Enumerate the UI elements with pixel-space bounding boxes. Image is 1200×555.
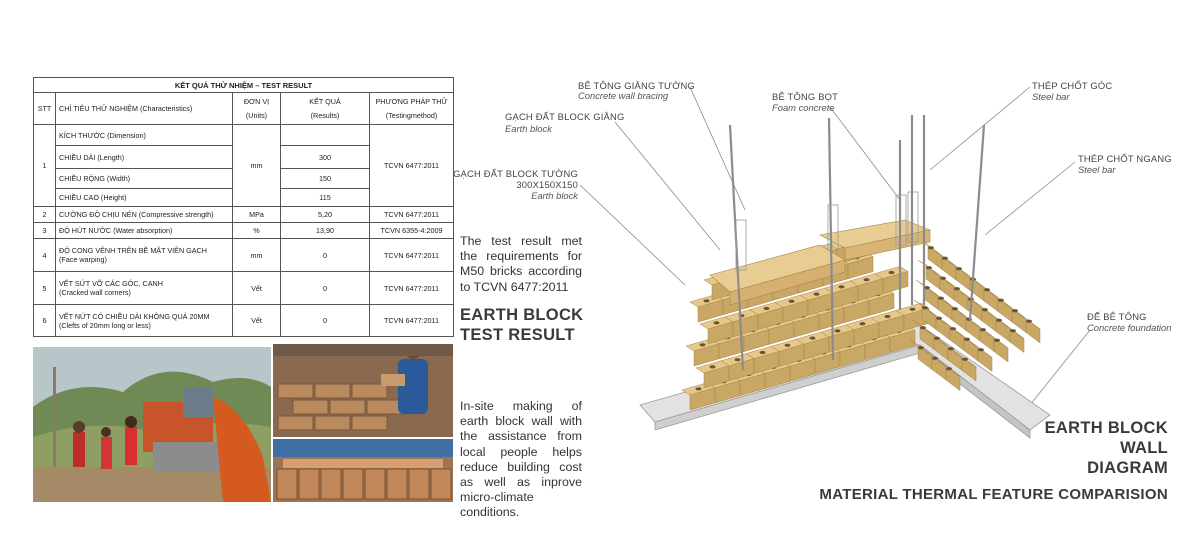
row4-char <box>56 239 233 272</box>
label-foam-vn: BÊ TÔNG BỌT <box>772 91 839 102</box>
row2-method: TCVN 6477:2011 <box>370 207 454 223</box>
label-earth-block-wall-en: Earth block <box>531 190 578 201</box>
row3-char: ĐỘ HÚT NƯỚC (Water absorption) <box>56 223 233 239</box>
row1-length: CHIỀU DÀI (Length) <box>56 146 233 169</box>
wall-heading-line1: EARTH BLOCK <box>1044 419 1168 437</box>
row1-dimension: KÍCH THƯỚC (Dimension) <box>56 125 233 146</box>
label-earth-block-bracing-en: Earth block <box>505 123 552 134</box>
row5-char <box>56 272 233 305</box>
label-earth-block-wall-size: 300X150X150 <box>516 179 578 190</box>
row6-result: 0 <box>281 305 370 337</box>
site-paragraph: In-site making of earth block wall with the assistance from local people helps reduce building cost as well as inprove micro-climate conditions. <box>460 399 582 520</box>
row6-char-en: (Clefts of 20mm long or less) <box>59 320 151 330</box>
earth-block-left <box>690 295 723 322</box>
label-earth-block-wall-vn: GẠCH ĐẤT BLOCK TƯỜNG <box>453 168 578 179</box>
row6-char-vn: VẾT NỨT CÓ CHIỀU DÀI KHÔNG QUÁ 20MM <box>59 311 210 321</box>
row2-char: CƯỜNG ĐỘ CHỊU NÉN (Compressive strength) <box>56 207 233 223</box>
row5-unit: Vết <box>233 272 281 305</box>
row5-method: TCVN 6477:2011 <box>370 272 454 305</box>
row3-stt: 3 <box>34 223 56 239</box>
test-result-paragraph: The test result met the requirements for M50 bricks according to TCVN 6477:2011 <box>460 234 582 294</box>
row5-result: 0 <box>281 272 370 305</box>
row2-result: 5,20 <box>281 207 370 223</box>
label-corner-bar-en: Steel bar <box>1032 91 1070 102</box>
label-foundation-vn: ĐẾ BÊ TÔNG <box>1087 311 1147 322</box>
label-earth-block-bracing-vn: GẠCH ĐẤT BLOCK GIẰNG <box>505 111 625 122</box>
row1-height: CHIỀU CAO (Height) <box>56 189 233 207</box>
header-method-vn: PHƯƠNG PHÁP THỬ <box>375 97 448 106</box>
wall-diagram-heading <box>1038 418 1168 478</box>
row4-stt: 4 <box>34 239 56 272</box>
row1-length-value: 300 <box>281 146 370 169</box>
row2-unit: MPa <box>233 207 281 223</box>
row4-result: 0 <box>281 239 370 272</box>
header-stt: STT <box>34 93 56 125</box>
row3-method: TCVN 6355-4:2009 <box>370 223 454 239</box>
test-result-table <box>33 77 454 337</box>
machine-site-photo <box>33 347 271 502</box>
table-row <box>34 207 454 223</box>
table-header-row <box>34 93 454 125</box>
label-corner-bar-vn: THÉP CHỐT GÓC <box>1032 80 1113 91</box>
header-units-vn: ĐƠN VỊ <box>243 97 270 106</box>
table-row <box>34 125 454 146</box>
test-result-table-wrapper <box>33 77 453 337</box>
row4-method: TCVN 6477:2011 <box>370 239 454 272</box>
block-stack-photo <box>273 439 453 502</box>
row6-unit: Vết <box>233 305 281 337</box>
header-results-en: (Results) <box>310 111 340 120</box>
table-row <box>34 272 454 305</box>
label-foundation-en: Concrete foundation <box>1087 322 1172 333</box>
header-method <box>370 93 454 125</box>
row4-char-en: (Face warping) <box>59 255 107 264</box>
row4-char-vn: ĐỘ CONG VÊNH TRÊN BỀ MẶT VIÊN GẠCH <box>59 246 207 255</box>
row3-result: 13,90 <box>281 223 370 239</box>
row1-width: CHIỀU RỘNG (Width) <box>56 169 233 189</box>
row5-char-en: (Cracked wall corners) <box>59 288 131 297</box>
test-heading-line1: EARTH BLOCK <box>460 306 584 324</box>
row3-unit: % <box>233 223 281 239</box>
test-heading-line2: TEST RESULT <box>460 326 575 344</box>
table-row <box>34 239 454 272</box>
comparison-heading: MATERIAL THERMAL FEATURE COMPARISION <box>819 486 1168 503</box>
header-method-en: (Testingmethod) <box>385 111 438 120</box>
label-horizontal-bar-en: Steel bar <box>1078 164 1116 175</box>
row1-blank <box>281 125 370 146</box>
header-characteristics: CHỈ TIÊU THỬ NGHIỆM (Characteristics) <box>56 93 233 125</box>
worker-stacking-photo <box>273 344 453 437</box>
row1-stt: 1 <box>34 125 56 207</box>
wall-heading-line2: WALL DIAGRAM <box>1087 439 1168 477</box>
row1-height-value: 115 <box>281 189 370 207</box>
row6-stt: 6 <box>34 305 56 337</box>
label-wall-bracing-vn: BÊ TÔNG GIẰNG TƯỜNG <box>578 80 695 91</box>
label-wall-bracing-en: Concrete wall bracing <box>578 90 669 101</box>
header-units <box>233 93 281 125</box>
row2-stt: 2 <box>34 207 56 223</box>
label-foam-en: Foam concrete <box>772 102 835 113</box>
table-title: KẾT QUẢ THỬ NHIỆM – TEST RESULT <box>34 78 454 93</box>
row5-stt: 5 <box>34 272 56 305</box>
label-horizontal-bar-vn: THÉP CHỐT NGANG <box>1078 153 1172 164</box>
table-row <box>34 223 454 239</box>
row1-method: TCVN 6477:2011 <box>370 125 454 207</box>
header-units-en: (Units) <box>245 111 268 120</box>
row6-method: TCVN 6477:2011 <box>370 305 454 337</box>
row6-char <box>56 305 233 337</box>
row1-width-value: 150 <box>281 169 370 189</box>
test-result-heading <box>460 305 583 345</box>
earth-block-left <box>686 339 719 366</box>
table-row <box>34 305 454 337</box>
header-results-vn: KẾT QUẢ <box>309 97 341 106</box>
row5-char-vn: VẾT SỨT VỠ CÁC GÓC, CẠNH <box>59 279 163 288</box>
row4-unit: mm <box>233 239 281 272</box>
row1-unit: mm <box>233 125 281 207</box>
header-results <box>281 93 370 125</box>
